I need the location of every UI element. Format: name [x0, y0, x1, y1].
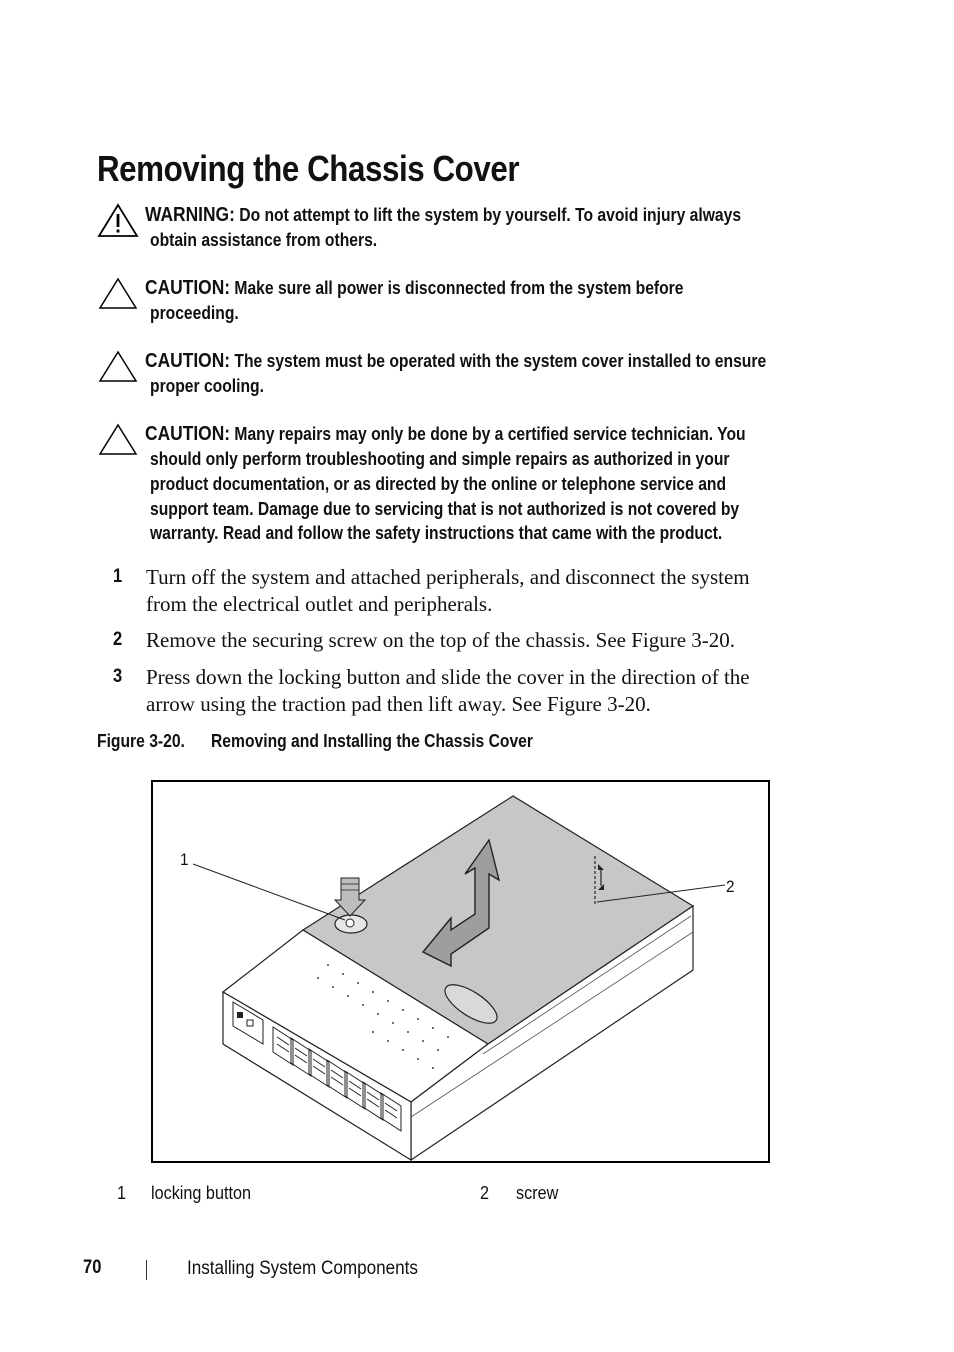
step-text	[146, 564, 750, 618]
notice-keyword: WARNING:	[145, 204, 235, 226]
notice-first-line	[145, 203, 741, 227]
footer-section-title: Installing System Components	[187, 1258, 418, 1279]
notice-line: proceeding.	[150, 303, 239, 323]
notice-line: proper cooling.	[150, 376, 264, 396]
notice-continuation	[150, 301, 239, 326]
warning-triangle-icon	[97, 203, 139, 239]
step-number: 2	[113, 629, 123, 650]
legend-number-1: 1	[117, 1183, 127, 1203]
notice-continuation	[150, 447, 739, 546]
caution-notice	[97, 422, 857, 550]
caution-triangle-icon	[97, 349, 139, 385]
step-line: arrow using the traction pad then lift away. See Figure 3-20.	[146, 692, 651, 716]
notice-line: product documentation, or as directed by the online or telephone service and	[150, 473, 727, 494]
notice-keyword: CAUTION:	[145, 423, 231, 445]
chassis-illustration	[153, 782, 768, 1161]
notice-text: Many repairs may only be done by a certified service technician. You	[234, 424, 746, 444]
step-line: Press down the locking button and slide the cover in the direction of the	[146, 665, 750, 689]
callout-number-1: 1	[180, 850, 189, 869]
notice-continuation	[150, 374, 264, 399]
notice-text: The system must be operated with the system cover installed to ensure	[234, 351, 767, 371]
caution-notice	[97, 276, 857, 328]
notice-line: obtain assistance from others.	[150, 230, 378, 250]
legend-label-2: screw	[516, 1183, 559, 1203]
notice-first-line	[145, 422, 746, 446]
notice-text: Make sure all power is disconnected from the system before	[234, 278, 684, 298]
step-number: 3	[113, 666, 123, 687]
caution-triangle-icon	[97, 422, 139, 458]
notice-line: support team. Damage due to servicing that is not authorized is not covered by	[150, 498, 740, 519]
notice-first-line	[145, 349, 766, 373]
notice-line: should only perform troubleshooting and simple repairs as authorized in your	[150, 449, 730, 469]
step-text	[146, 627, 735, 654]
notice-continuation	[150, 228, 377, 253]
warning-notice	[97, 203, 857, 255]
figure-title: Removing and Installing the Chassis Cover	[210, 731, 533, 751]
step-number: 1	[113, 566, 123, 587]
step-line: Turn off the system and attached peripherals, and disconnect the system	[146, 565, 750, 589]
callout-number-2: 2	[726, 877, 735, 896]
caution-triangle-icon	[97, 276, 139, 312]
leader-line-1	[193, 864, 345, 920]
footer-page-number: 70	[83, 1257, 102, 1278]
legend-number-2: 2	[480, 1183, 490, 1203]
page-title: Removing the Chassis Cover	[97, 148, 520, 189]
notice-text: Do not attempt to lift the system by yourself. To avoid injury always	[239, 205, 742, 225]
notice-keyword: CAUTION:	[145, 277, 231, 299]
figure-number: Figure 3-20.	[97, 731, 185, 751]
notice-line: warranty. Read and follow the safety instructions that came with the product.	[150, 523, 723, 544]
figure-illustration	[151, 780, 770, 1163]
notice-keyword: CAUTION:	[145, 350, 231, 372]
caution-notice	[97, 349, 857, 401]
footer-divider	[146, 1260, 147, 1280]
figure-caption	[97, 731, 533, 752]
step-line: Remove the securing screw on the top of the chassis. See Figure 3-20.	[146, 628, 736, 652]
step-text	[146, 664, 750, 718]
step-line: from the electrical outlet and peripherals.	[146, 592, 493, 616]
legend-label-1: locking button	[151, 1183, 251, 1203]
notice-first-line	[145, 276, 683, 300]
